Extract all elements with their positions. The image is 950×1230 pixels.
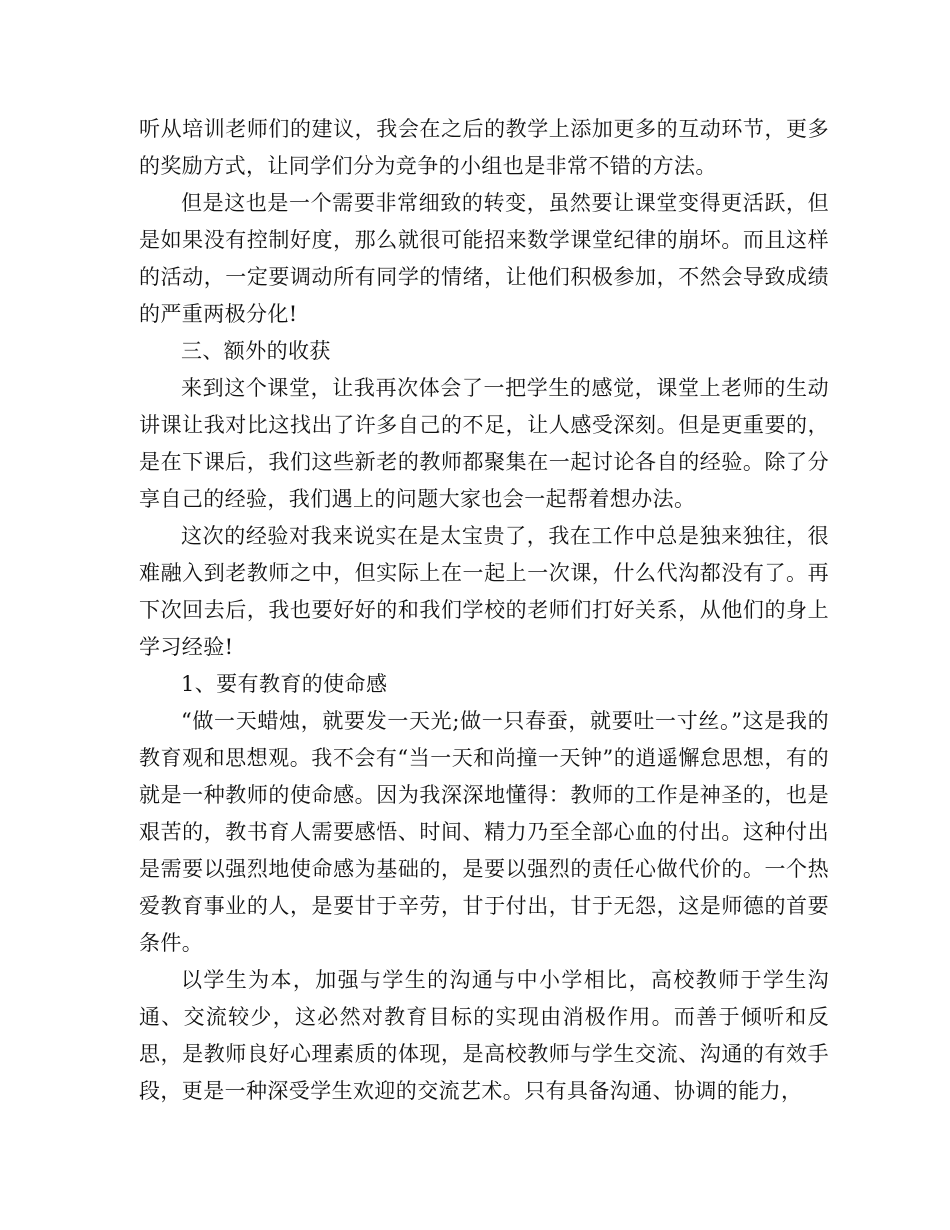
- paragraph-5: “做一天蜡烛，就要发一天光;做一只春蚕，就要吐一寸丝。”这是我的教育观和思想观。我不会有“当一天和尚撞一天钟”的逍遥懈怠思想，有的就是一种教师的使命感。因为我深深地懂得：教师的工作是神圣的，也是艰苦的，教书育人需要感悟、时间、精力乃至全部心血的付出。这种付出是需要以强烈地使命感为基础的，是要以强烈的责任心做代价的。一个热爱教育事业的人，是要甘于辛劳，甘于付出，甘于无怨，这是师德的首要条件。: [139, 709, 829, 955]
- paragraph-2: 但是这也是一个需要非常细致的转变，虽然要让课堂变得更活跃，但是如果没有控制好度，那么就很可能招来数学课堂纪律的崩坏。而且这样的活动，一定要调动所有同学的情绪，让他们积极参加，不然会导致成绩的严重两极分化!: [139, 191, 829, 326]
- body-text: [139, 111, 829, 1110]
- paragraph-3: 来到这个课堂，让我再次体会了一把学生的感觉，课堂上老师的生动讲课让我对比这找出了许多自己的不足，让人感受深刻。但是更重要的，是在下课后，我们这些新老的教师都聚集在一起讨论各自的经验。除了分享自己的经验，我们遇上的问题大家也会一起帮着想办法。: [139, 376, 829, 511]
- paragraph-1: 听从培训老师们的建议，我会在之后的教学上添加更多的互动环节，更多的奖励方式，让同学们分为竞争的小组也是非常不错的方法。: [139, 117, 829, 178]
- paragraph-4: 这次的经验对我来说实在是太宝贵了，我在工作中总是独来独往，很难融入到老教师之中，但实际上在一起上一次课，什么代沟都没有了。再下次回去后，我也要好好的和我们学校的老师们打好关系，从他们的身上学习经验!: [139, 524, 829, 659]
- section-heading-extra-gains: 三、额外的收获: [181, 339, 331, 363]
- paragraph-6: 以学生为本，加强与学生的沟通与中小学相比，高校教师于学生沟通、交流较少，这必然对教育目标的实现由消极作用。而善于倾听和反思，是教师良好心理素质的体现，是高校教师与学生交流、沟通的有效手段，更是一种深受学生欢迎的交流艺术。只有具备沟通、协调的能力，: [139, 968, 829, 1103]
- subheading-mission: 1、要有教育的使命感: [181, 672, 388, 696]
